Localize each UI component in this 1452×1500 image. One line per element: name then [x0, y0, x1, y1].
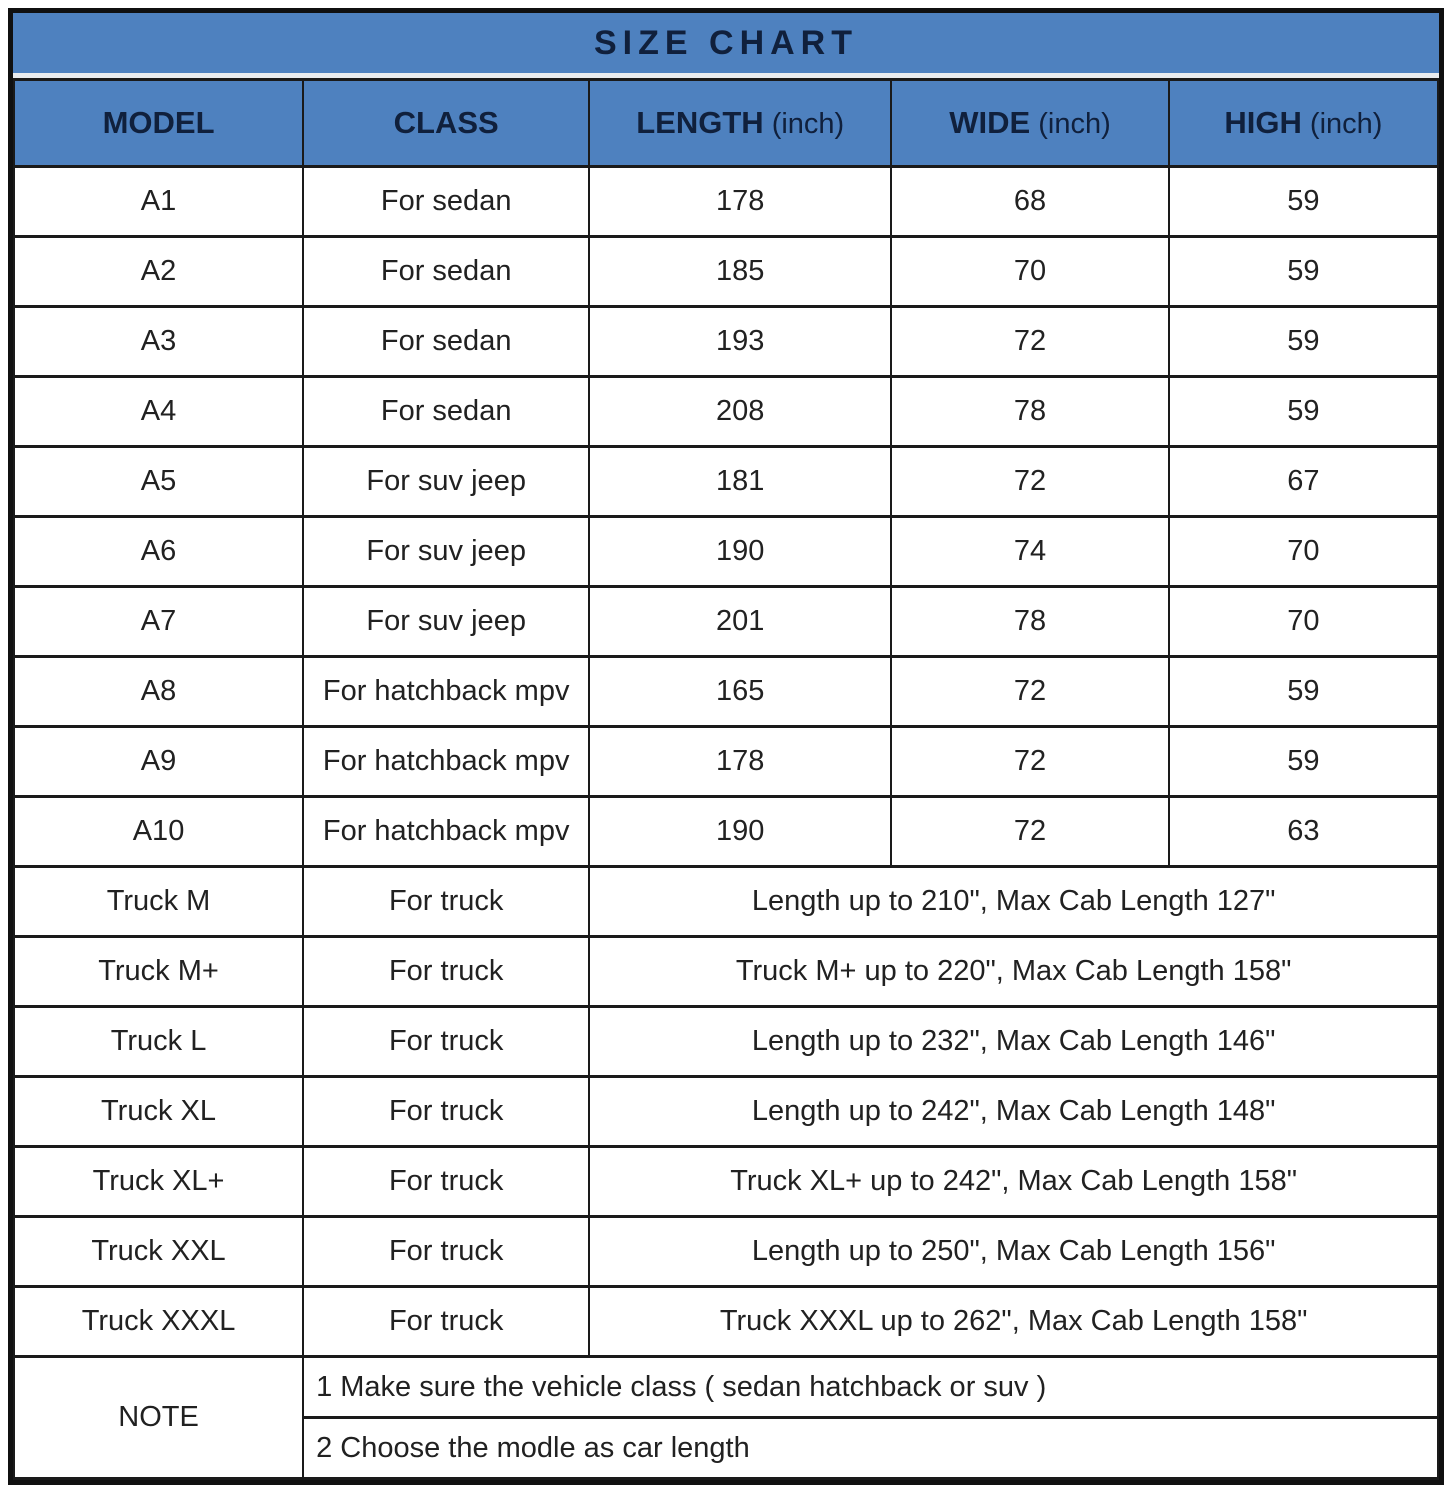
cell-length: 181 — [589, 447, 891, 517]
cell-class: For sedan — [303, 377, 589, 447]
cell-high: 59 — [1169, 237, 1438, 307]
table-row-truck-xxxl — [14, 1287, 1438, 1357]
cell-model: Truck XXL — [14, 1217, 303, 1287]
cell-wide: 78 — [891, 377, 1169, 447]
col-header-wide-label: WIDE — [949, 105, 1031, 140]
cell-model: Truck M+ — [14, 937, 303, 1007]
cell-high: 59 — [1169, 657, 1438, 727]
cell-class: For suv jeep — [303, 587, 589, 657]
header-row — [14, 80, 1438, 167]
cell-high: 63 — [1169, 797, 1438, 867]
cell-high: 70 — [1169, 587, 1438, 657]
cell-model: A10 — [14, 797, 303, 867]
col-header-model: MODEL — [14, 80, 303, 167]
table-row-a2 — [14, 237, 1438, 307]
cell-length: 208 — [589, 377, 891, 447]
cell-model: Truck XL — [14, 1077, 303, 1147]
note-row-1 — [14, 1357, 1438, 1418]
cell-class: For truck — [303, 1007, 589, 1077]
table-row-a8 — [14, 657, 1438, 727]
cell-length: 178 — [589, 727, 891, 797]
cell-length: 178 — [589, 167, 891, 237]
cell-truck-spec: Length up to 232", Max Cab Length 146" — [589, 1007, 1438, 1077]
table-row-truck-m — [14, 867, 1438, 937]
cell-truck-spec: Length up to 242", Max Cab Length 148" — [589, 1077, 1438, 1147]
cell-high: 59 — [1169, 307, 1438, 377]
cell-model: A7 — [14, 587, 303, 657]
cell-class: For truck — [303, 1217, 589, 1287]
cell-high: 59 — [1169, 727, 1438, 797]
note-label: NOTE — [14, 1357, 303, 1479]
note-line-1: 1 Make sure the vehicle class ( sedan hatchback or suv ) — [303, 1357, 1438, 1418]
cell-length: 201 — [589, 587, 891, 657]
size-chart-frame — [8, 8, 1444, 1485]
cell-wide: 72 — [891, 797, 1169, 867]
cell-model: Truck L — [14, 1007, 303, 1077]
cell-class: For truck — [303, 937, 589, 1007]
cell-model: A4 — [14, 377, 303, 447]
cell-model: Truck XL+ — [14, 1147, 303, 1217]
cell-model: A6 — [14, 517, 303, 587]
size-table — [13, 78, 1439, 1480]
cell-length: 190 — [589, 797, 891, 867]
cell-length: 185 — [589, 237, 891, 307]
table-row-a6 — [14, 517, 1438, 587]
cell-class: For hatchback mpv — [303, 797, 589, 867]
cell-class: For truck — [303, 1287, 589, 1357]
note-line-2: 2 Choose the modle as car length — [303, 1418, 1438, 1479]
col-header-wide-unit: (inch) — [1030, 108, 1111, 140]
cell-truck-spec: Truck M+ up to 220", Max Cab Length 158" — [589, 937, 1438, 1007]
cell-class: For truck — [303, 1147, 589, 1217]
cell-wide: 70 — [891, 237, 1169, 307]
cell-class: For truck — [303, 1077, 589, 1147]
cell-high: 59 — [1169, 167, 1438, 237]
cell-wide: 72 — [891, 727, 1169, 797]
cell-wide: 78 — [891, 587, 1169, 657]
col-header-length-unit: (inch) — [763, 108, 845, 140]
cell-length: 193 — [589, 307, 891, 377]
cell-high: 59 — [1169, 377, 1438, 447]
cell-high: 67 — [1169, 447, 1438, 517]
col-header-class: CLASS — [303, 80, 589, 167]
cell-high: 70 — [1169, 517, 1438, 587]
table-row-truck-xl-plus — [14, 1147, 1438, 1217]
table-row-a7 — [14, 587, 1438, 657]
table-row-truck-xxl — [14, 1217, 1438, 1287]
table-row-truck-l — [14, 1007, 1438, 1077]
cell-model: A1 — [14, 167, 303, 237]
cell-truck-spec: Length up to 210", Max Cab Length 127" — [589, 867, 1438, 937]
table-row-truck-xl — [14, 1077, 1438, 1147]
cell-length: 190 — [589, 517, 891, 587]
cell-wide: 72 — [891, 657, 1169, 727]
cell-wide: 74 — [891, 517, 1169, 587]
cell-wide: 68 — [891, 167, 1169, 237]
table-row-a4 — [14, 377, 1438, 447]
cell-class: For sedan — [303, 237, 589, 307]
cell-model: Truck XXXL — [14, 1287, 303, 1357]
cell-class: For sedan — [303, 167, 589, 237]
cell-truck-spec: Truck XL+ up to 242", Max Cab Length 158" — [589, 1147, 1438, 1217]
cell-class: For suv jeep — [303, 517, 589, 587]
chart-title: SIZE CHART — [13, 13, 1439, 78]
cell-wide: 72 — [891, 307, 1169, 377]
cell-class: For truck — [303, 867, 589, 937]
col-header-length — [589, 80, 891, 167]
col-header-high-unit: (inch) — [1301, 108, 1383, 140]
cell-truck-spec: Truck XXXL up to 262", Max Cab Length 158" — [589, 1287, 1438, 1357]
cell-wide: 72 — [891, 447, 1169, 517]
cell-class: For sedan — [303, 307, 589, 377]
table-row-a3 — [14, 307, 1438, 377]
table-row-truck-m-plus — [14, 937, 1438, 1007]
cell-class: For hatchback mpv — [303, 727, 589, 797]
col-header-high — [1169, 80, 1438, 167]
cell-class: For hatchback mpv — [303, 657, 589, 727]
cell-model: A2 — [14, 237, 303, 307]
cell-model: A9 — [14, 727, 303, 797]
table-row-a1 — [14, 167, 1438, 237]
table-row-a10 — [14, 797, 1438, 867]
cell-model: A8 — [14, 657, 303, 727]
cell-length: 165 — [589, 657, 891, 727]
col-header-length-label: LENGTH — [636, 105, 764, 140]
cell-model: Truck M — [14, 867, 303, 937]
cell-truck-spec: Length up to 250", Max Cab Length 156" — [589, 1217, 1438, 1287]
cell-model: A5 — [14, 447, 303, 517]
cell-model: A3 — [14, 307, 303, 377]
col-header-wide — [891, 80, 1169, 167]
col-header-high-label: HIGH — [1224, 105, 1302, 140]
table-row-a9 — [14, 727, 1438, 797]
cell-class: For suv jeep — [303, 447, 589, 517]
table-row-a5 — [14, 447, 1438, 517]
